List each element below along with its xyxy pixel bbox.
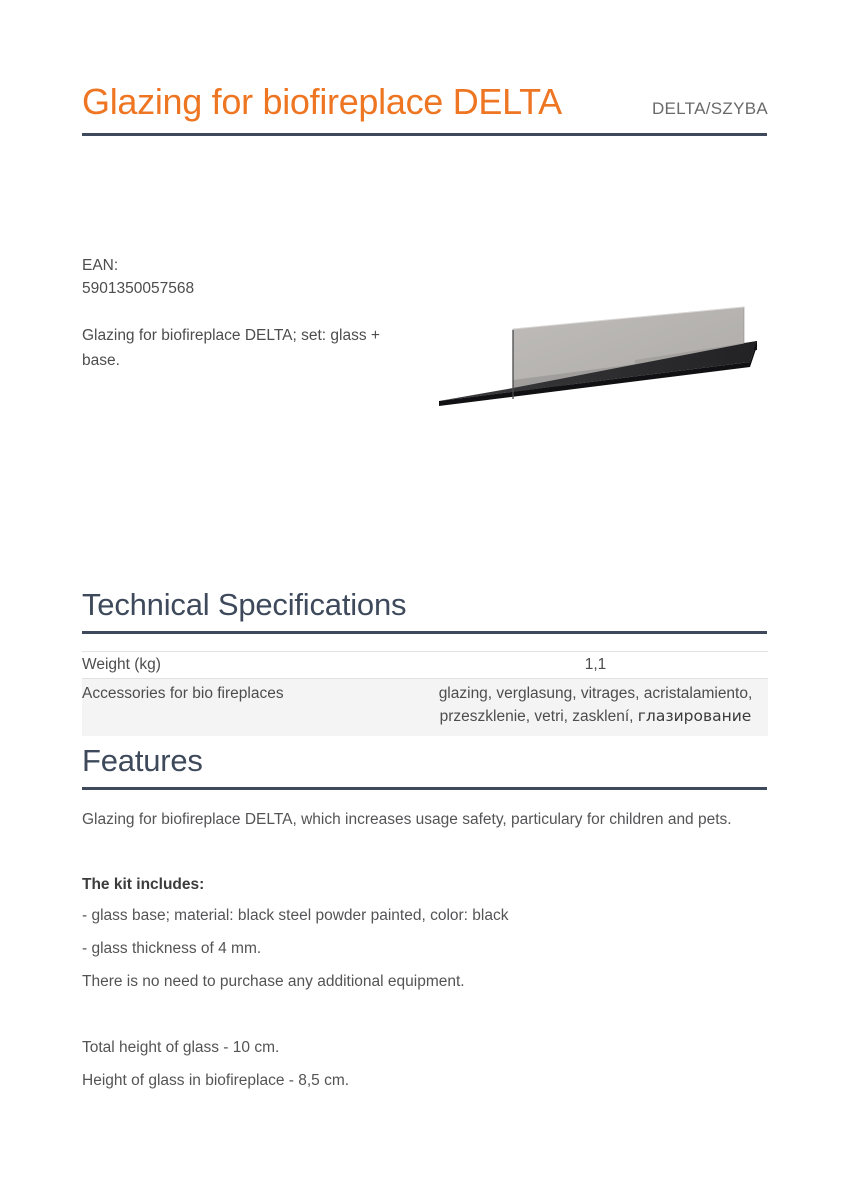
product-description: Glazing for biofireplace DELTA; set: glass + base. bbox=[82, 327, 380, 369]
features-heading: Features bbox=[82, 743, 203, 778]
header bbox=[82, 80, 768, 124]
list-item: - glass thickness of 4 mm. bbox=[82, 940, 262, 957]
spec-value-accessories bbox=[423, 683, 768, 728]
table-row bbox=[82, 679, 768, 736]
features-divider bbox=[82, 787, 767, 790]
accessories-line-2 bbox=[423, 705, 768, 728]
features-intro: Glazing for biofireplace DELTA, which increases usage safety, particulary for children and pets. bbox=[82, 811, 732, 828]
spec-label-accessories: Accessories for bio fireplaces bbox=[82, 685, 284, 702]
ean-label: EAN: bbox=[82, 257, 119, 274]
list-item: There is no need to purchase any additional equipment. bbox=[82, 973, 465, 990]
notes-list bbox=[82, 1035, 768, 1101]
spec-label-weight: Weight (kg) bbox=[82, 656, 161, 673]
title-divider bbox=[82, 133, 767, 136]
ean-block bbox=[82, 254, 194, 300]
kit-list bbox=[82, 903, 768, 1002]
list-item: - glass base; material: black steel powder painted, color: black bbox=[82, 907, 509, 924]
list-item: Total height of glass - 10 cm. bbox=[82, 1039, 280, 1056]
table-row bbox=[82, 652, 768, 679]
kit-heading: The kit includes: bbox=[82, 876, 205, 893]
spec-table bbox=[82, 651, 768, 736]
product-image bbox=[435, 300, 765, 412]
accessories-line-2-latin: przeszklenie, vetri, zasklení, bbox=[439, 708, 638, 725]
product-sku: DELTA/SZYBA bbox=[651, 99, 768, 118]
accessories-line-2-cyrillic: глазирование bbox=[637, 707, 752, 725]
specs-heading: Technical Specifications bbox=[82, 587, 407, 622]
spec-value-weight: 1,1 bbox=[584, 656, 607, 673]
specs-divider bbox=[82, 631, 767, 634]
accessories-line-1: glazing, verglasung, vitrages, acristalamiento, bbox=[438, 685, 753, 702]
list-item: Height of glass in biofireplace - 8,5 cm. bbox=[82, 1072, 350, 1089]
ean-value: 5901350057568 bbox=[82, 280, 195, 297]
page-title: Glazing for biofireplace DELTA bbox=[82, 81, 562, 122]
